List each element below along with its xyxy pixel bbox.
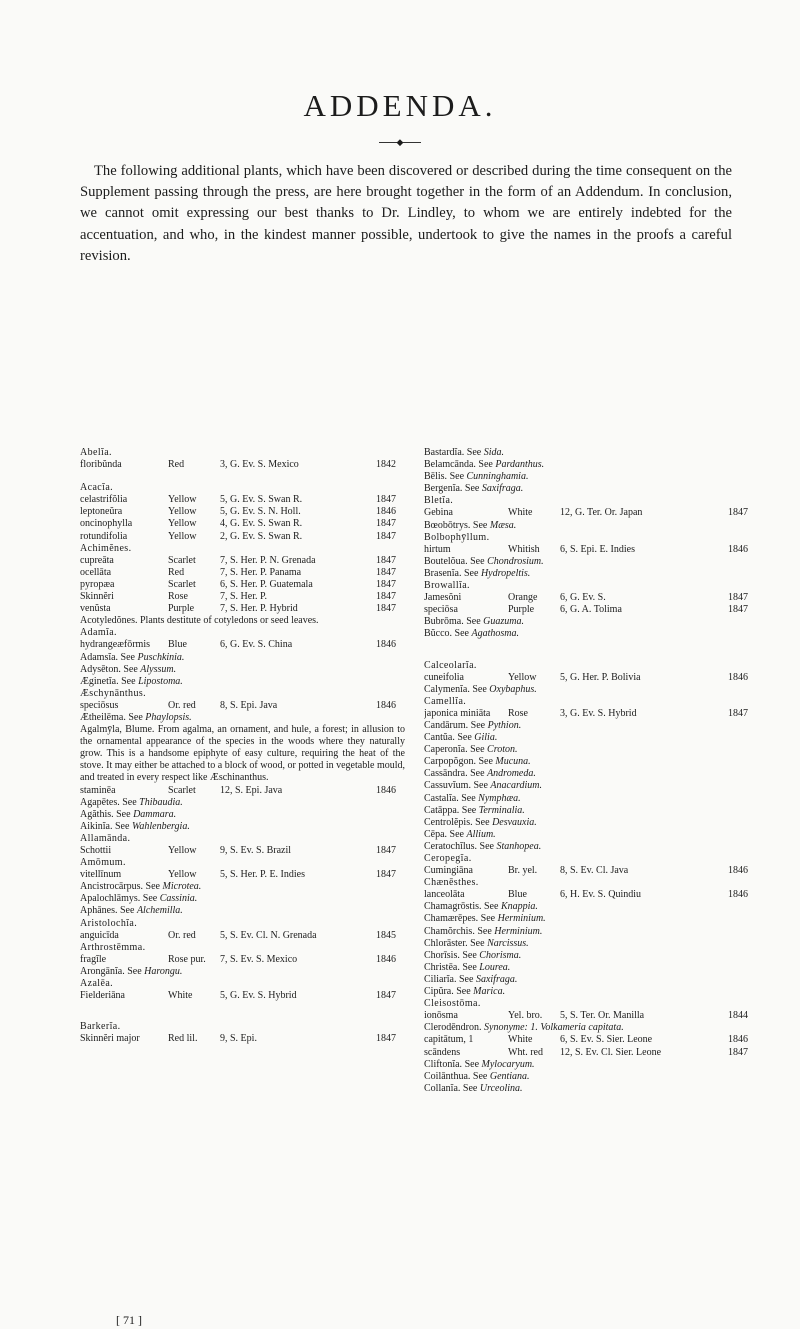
- genus-heading: Arthrostēmma.: [80, 941, 146, 953]
- cross-reference: Coilānthua. See Gentiana.: [424, 1070, 530, 1082]
- cross-reference: Ciliarĭa. See Saxifraga.: [424, 973, 518, 985]
- species-row: capitātum, 1 White 6, S. Ev. S. Sier. Leone 1846: [424, 1034, 748, 1046]
- genus-heading: Aristolochĭa.: [80, 917, 138, 929]
- species-row: japonica miniāta Rose 3, G. Ev. S. Hybrid 1847: [424, 707, 748, 719]
- genus-heading: Bletĭa.: [424, 495, 454, 507]
- species-row: Jamesŏni Orange 6, G. Ev. S. 1847: [424, 592, 748, 604]
- genus-heading: Abelĭa.: [80, 447, 112, 458]
- genus-heading: Calceolarĭa.: [424, 659, 477, 671]
- genus-heading: Amōmum.: [80, 857, 126, 869]
- cross-reference: Chamŏrchis. See Herminium.: [424, 925, 543, 937]
- species-row: Schottii Yellow 9, S. Ev. S. Brazil 1847: [80, 845, 396, 856]
- cross-reference: Aphānes. See Alchemilla.: [80, 905, 183, 917]
- cross-reference: Collanĭa. See Urceolina.: [424, 1082, 523, 1094]
- species-row: lanceolāta Blue 6, H. Ev. S. Quindiu 1846: [424, 889, 748, 901]
- cross-reference: Cliftonĭa. See Mylocaryum.: [424, 1058, 535, 1070]
- cross-reference: Bastardĭa. See Sida.: [424, 447, 504, 458]
- cross-reference: Chorīsis. See Chorisma.: [424, 949, 522, 961]
- cross-reference: Centrolĕpis. See Desvauxia.: [424, 816, 537, 828]
- cross-reference: Ancistrocārpus. See Microtea.: [80, 881, 202, 893]
- species-row: hydrangeæfōrmis Blue 6, G. Ev. S. China 1846: [80, 639, 396, 651]
- genus-heading: Barkerĭa.: [80, 1021, 121, 1033]
- cross-reference: Christēa. See Lourea.: [424, 961, 511, 973]
- species-row: venŭsta Purple 7, S. Her. P. Hybrid 1847: [80, 603, 396, 615]
- species-row: vitellīnum Yellow 5, S. Her. P. E. Indies 1847: [80, 869, 396, 881]
- genus-heading: Camellĭa.: [424, 695, 467, 707]
- cross-reference: Bēlis. See Cunninghamia.: [424, 471, 529, 483]
- cross-reference: Cassāndra. See Andromeda.: [424, 768, 536, 780]
- cross-reference: Carpopŏgon. See Mucuna.: [424, 756, 531, 768]
- cross-reference: Bœobōtrys. See Mæsa.: [424, 519, 517, 531]
- species-row: speciōsa Purple 6, G. A. Tolima 1847: [424, 604, 748, 616]
- cross-reference: Bŭcco. See Agathosma.: [424, 628, 519, 640]
- cross-reference: Brasenĭa. See Hydropeltis.: [424, 567, 531, 579]
- cross-reference: Cassuvĭum. See Anacardium.: [424, 780, 542, 792]
- acotyledones-entry: Acotyledŏnes. Plants destitute of cotyledons or seed leaves.: [80, 615, 319, 627]
- cross-reference: Apalochlāmys. See Cassinia.: [80, 893, 198, 905]
- genus-heading: Bolbophȳllum.: [424, 531, 490, 543]
- title-ornament: ◆: [374, 137, 426, 147]
- species-row: ocellāta Red 7, S. Her. P. Panama 1847: [80, 566, 396, 578]
- species-row: hirtum Whitish 6, S. Epi. E. Indies 1846: [424, 543, 748, 555]
- species-row: staminēa Scarlet 12, S. Epi. Java 1846: [80, 784, 396, 796]
- species-row: Fielderiāna White 5, G. Ev. S. Hybrid 1847: [80, 990, 396, 1002]
- clerodendron-heading: Clerodēndron. Synonyme: 1. Volkameria capitata.: [424, 1022, 624, 1034]
- cross-reference: Bubrōma. See Guazuma.: [424, 616, 525, 628]
- genus-heading: Ceropegĭa.: [424, 853, 472, 864]
- species-row: fragĭle Rose pur. 7, S. Ev. S. Mexico 1846: [80, 953, 396, 965]
- cross-reference: Calymenĭa. See Oxybaphus.: [424, 683, 537, 695]
- species-row: anguicīda Or. red 5, S. Ev. Cl. N. Grenada 1845: [80, 929, 396, 941]
- right-column: [424, 447, 756, 1095]
- cross-reference: Caperonĭa. See Croton.: [424, 744, 518, 756]
- genus-heading: Æschynānthus.: [80, 687, 147, 699]
- cross-reference: Boutelŏua. See Chondrosium.: [424, 555, 544, 567]
- genus-heading: Adamĭa.: [80, 627, 117, 639]
- left-column: [80, 447, 405, 1045]
- species-row: speciōsus Or. red 8, S. Epi. Java 1846: [80, 699, 396, 711]
- species-row: ionōsma Yel. bro. 5, S. Ter. Or. Manilla 1844: [424, 1010, 748, 1022]
- cross-reference: Cēpa. See Allium.: [424, 828, 496, 840]
- cross-reference: Aikinĭa. See Wahlenbergia.: [80, 820, 190, 832]
- cross-reference: Agapētes. See Thibaudia.: [80, 796, 183, 808]
- species-row: pyropæa Scarlet 6, S. Her. P. Guatemala 1847: [80, 578, 396, 590]
- genus-heading: Achimĕnes.: [80, 542, 132, 554]
- species-row: celastrifŏlia Yellow 5, G. Ev. S. Swan R. 1847: [80, 494, 396, 506]
- cross-reference: Candārum. See Pythion.: [424, 719, 522, 731]
- cross-reference: Ætheilēma. See Phaylopsis.: [80, 711, 192, 723]
- cross-reference: Castalĭa. See Nymphæa.: [424, 792, 521, 804]
- genus-heading: Cleisostōma.: [424, 998, 481, 1010]
- genus-heading: Browallĭa.: [424, 580, 470, 592]
- cross-reference: Arongānĭa. See Harongu.: [80, 965, 183, 977]
- species-row: rotundifolia Yellow 2, G. Ev. S. Swan R. 1847: [80, 530, 396, 542]
- cross-reference: Cantŭa. See Gilia.: [424, 732, 498, 744]
- cross-reference: Ceratochĭlus. See Stanhopea.: [424, 840, 542, 852]
- cross-reference: Adysēton. See Alyssum.: [80, 663, 177, 675]
- page-number: [ 71 ]: [116, 1313, 142, 1327]
- species-row: Cumingiāna Br. yel. 8, S. Ev. Cl. Java 1846: [424, 865, 748, 877]
- species-row: oncinophylla Yellow 4, G. Ev. S. Swan R. 1847: [80, 518, 396, 530]
- species-row: cuneifolia Yellow 5, G. Her. P. Bolivia 1846: [424, 671, 748, 683]
- cross-reference: Catāppa. See Terminalia.: [424, 804, 525, 816]
- cross-reference: Chamagrōstis. See Knappia.: [424, 901, 538, 913]
- genus-heading: Allamānda.: [80, 832, 131, 844]
- cross-reference: Adamsĭa. See Puschkinia.: [80, 651, 185, 663]
- cross-reference: Bergenĭa. See Saxifraga.: [424, 483, 524, 495]
- genus-heading: Acacĭa.: [80, 482, 114, 494]
- cross-reference: Cipŭra. See Marica.: [424, 986, 506, 998]
- species-row: floribŭnda Red 3, G. Ev. S. Mexico 1842: [80, 459, 396, 471]
- cross-reference: Æginetĭa. See Lipostoma.: [80, 675, 183, 687]
- page-title: ADDENDA.: [303, 88, 497, 123]
- intro-paragraph: The following additional plants, which have been discovered or described during the time consequent on the Supplement passing through the press, are here brought together in the form of an Addendum. In conclusion, we cannot omit expressing our best thanks to Dr. Lindley, to whom we are entirely indebted for the accentuation, and who, in the kindest manner possible, undertook to give the names in the proofs a careful revision.: [80, 163, 732, 264]
- species-row: leptoneŭra Yellow 5, G. Ev. S. N. Holl. 1846: [80, 506, 396, 518]
- species-row: Gebina White 12, G. Ter. Or. Japan 1847: [424, 507, 748, 519]
- species-row: Skinnĕri Rose 7, S. Her. P. 1847: [80, 591, 396, 603]
- species-row: scāndens Wht. red 12, S. Ev. Cl. Sier. Leone 1847: [424, 1046, 748, 1058]
- cross-reference: Chlorāster. See Narcissus.: [424, 937, 529, 949]
- species-row: Skinnĕri major Red lil. 9, S. Epi. 1847: [80, 1033, 396, 1045]
- cross-reference: Belamcānda. See Pardanthus.: [424, 459, 545, 471]
- agalmyla-entry: Agalmȳla, Blume. From agalma, an ornament, and hule, a forest; in allusion to the ornamental appearance of the species in the woods where they naturally grow. This is a handsome epiphyte of easy culture, requiring the heat of the stove. It may either be attached to a block of wood, or potted in vegetable mould, and treated in every respect like Æschinanthus.: [80, 724, 405, 784]
- species-row: cupreāta Scarlet 7, S. Her. P. N. Grenada 1847: [80, 554, 396, 566]
- genus-heading: Chænēsthes.: [424, 877, 479, 889]
- cross-reference: Agăthis. See Dammara.: [80, 808, 177, 820]
- genus-heading: Azalēa.: [80, 978, 114, 990]
- cross-reference: Chamærēpes. See Herminium.: [424, 913, 546, 925]
